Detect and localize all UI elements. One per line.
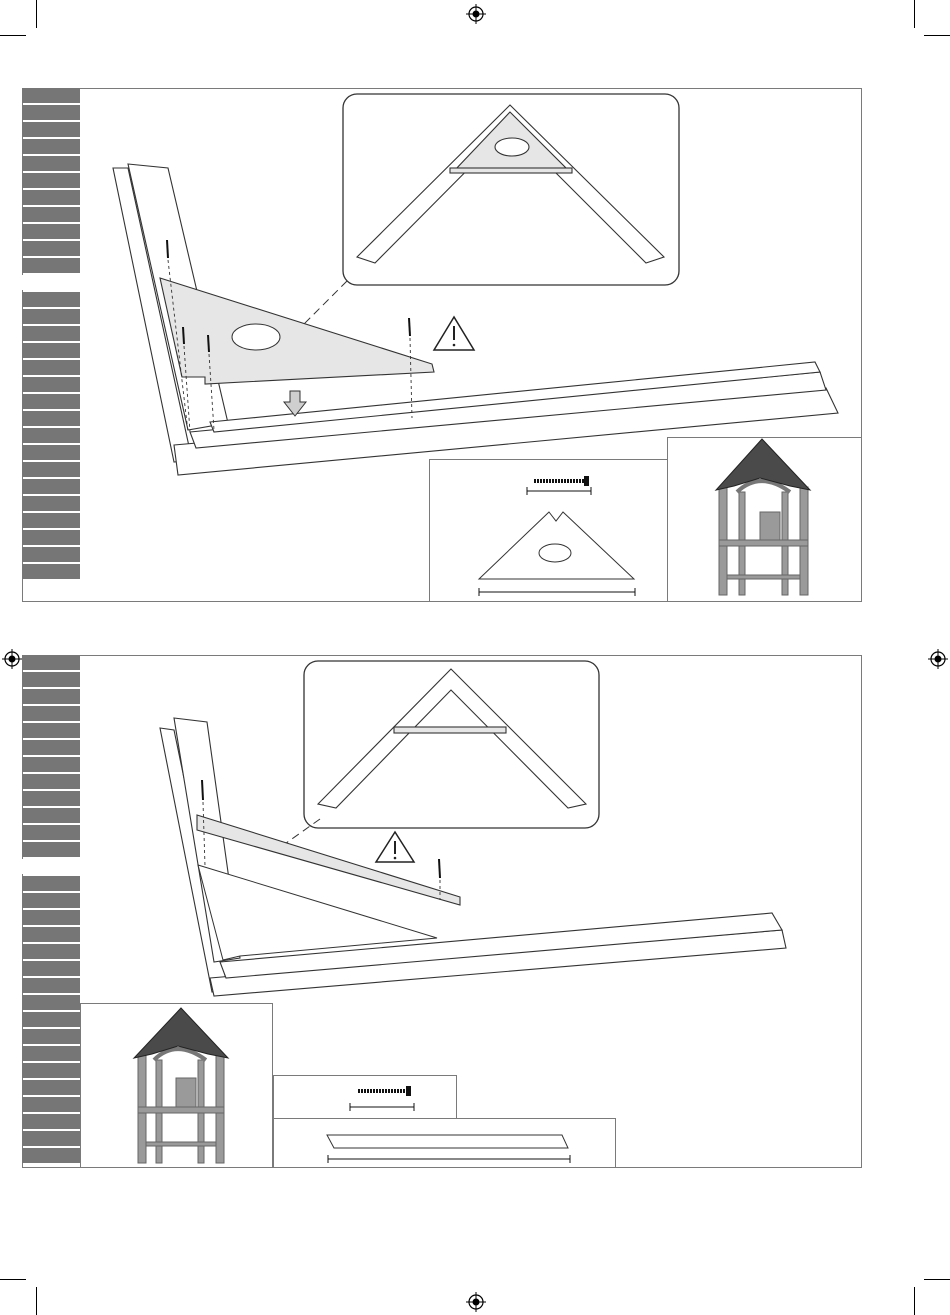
index-tab — [22, 859, 80, 874]
index-tab — [22, 530, 80, 545]
index-tab — [22, 445, 80, 460]
index-tab — [22, 428, 80, 443]
index-tab — [22, 978, 80, 993]
crop-mark — [0, 35, 26, 36]
crop-mark — [36, 0, 37, 28]
index-tab — [22, 360, 80, 375]
index-tab — [22, 655, 80, 670]
index-tab — [22, 1131, 80, 1146]
index-tab — [22, 1046, 80, 1061]
index-tab — [22, 995, 80, 1010]
index-tab — [22, 394, 80, 409]
registration-mark-icon — [928, 649, 948, 669]
index-tab — [22, 105, 80, 120]
index-tab — [22, 224, 80, 239]
registration-mark-icon — [466, 4, 486, 24]
index-tab — [22, 723, 80, 738]
crop-mark — [36, 1287, 37, 1315]
index-tab — [22, 876, 80, 891]
index-tab — [22, 411, 80, 426]
index-tab — [22, 309, 80, 324]
index-tab — [22, 961, 80, 976]
index-tab — [22, 173, 80, 188]
index-tab — [22, 1029, 80, 1044]
tab-strip-bottom — [22, 655, 80, 1165]
crop-mark — [914, 1287, 915, 1315]
index-tab — [22, 479, 80, 494]
index-tab — [22, 1097, 80, 1112]
index-tab — [22, 1148, 80, 1163]
index-tab — [22, 564, 80, 579]
index-tab — [22, 774, 80, 789]
index-tab — [22, 377, 80, 392]
index-tab — [22, 513, 80, 528]
index-tab — [22, 88, 80, 103]
index-tab — [22, 1063, 80, 1078]
index-tab — [22, 910, 80, 925]
index-tab — [22, 343, 80, 358]
index-tab — [22, 1012, 80, 1027]
index-tab — [22, 1114, 80, 1129]
index-tab — [22, 689, 80, 704]
index-tab — [22, 706, 80, 721]
index-tab — [22, 258, 80, 273]
index-tab — [22, 156, 80, 171]
index-tab — [22, 190, 80, 205]
index-tab — [22, 740, 80, 755]
index-tab — [22, 122, 80, 137]
index-tab — [22, 207, 80, 222]
parts-box-beam — [273, 1118, 616, 1168]
tower-thumbnail-top — [667, 437, 862, 602]
index-tab — [22, 139, 80, 154]
index-tab — [22, 927, 80, 942]
index-tab — [22, 241, 80, 256]
registration-mark-icon — [2, 649, 22, 669]
index-tab — [22, 672, 80, 687]
index-tab — [22, 1080, 80, 1095]
index-tab — [22, 496, 80, 511]
index-tab — [22, 808, 80, 823]
index-tab — [22, 547, 80, 562]
index-tab — [22, 842, 80, 857]
index-tab — [22, 893, 80, 908]
index-tab — [22, 791, 80, 806]
crop-mark — [0, 1279, 26, 1280]
crop-mark — [924, 35, 950, 36]
crop-mark — [924, 1279, 950, 1280]
crop-mark — [914, 0, 915, 28]
parts-box-screw — [273, 1075, 457, 1119]
index-tab — [22, 825, 80, 840]
index-tab — [22, 944, 80, 959]
registration-mark-icon — [466, 1292, 486, 1312]
tower-thumbnail-bottom — [80, 1003, 273, 1168]
index-tab — [22, 292, 80, 307]
index-tab — [22, 462, 80, 477]
index-tab — [22, 757, 80, 772]
index-tab — [22, 275, 80, 290]
parts-box-top — [429, 459, 668, 602]
tab-strip-top — [22, 88, 80, 581]
index-tab — [22, 326, 80, 341]
